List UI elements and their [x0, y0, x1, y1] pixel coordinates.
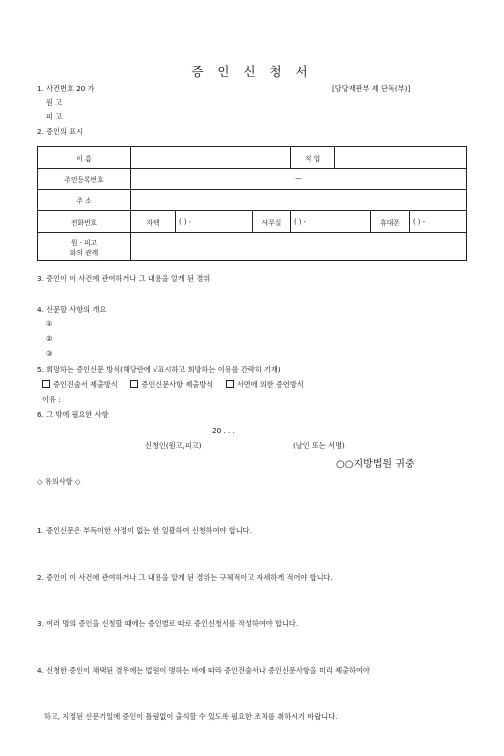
id-field[interactable]: — — [131, 169, 467, 190]
option-statement-checkbox[interactable] — [42, 380, 50, 388]
method-options — [42, 380, 304, 390]
name-label: 이 름 — [38, 147, 131, 169]
plaintiff-label: 원 고 — [46, 98, 63, 107]
id-row — [38, 169, 467, 190]
involvement-section-label: 3. 증인이 이 사건에 관여하거나 그 내용을 알게 된 경위 — [37, 274, 211, 283]
notes-list — [37, 492, 370, 756]
option-written-checkbox[interactable] — [226, 380, 234, 388]
summary-item-2: ② — [46, 334, 53, 343]
division-label: [담당재판부 제 단독(부)] — [332, 84, 411, 93]
name-field[interactable] — [131, 147, 291, 169]
home-phone-field[interactable]: ( ) - — [176, 211, 253, 233]
option-statement-label: 증인진술서 제출방식 — [53, 380, 118, 389]
home-phone-label: 자택 — [131, 211, 176, 233]
name-row — [38, 147, 467, 169]
note-item-3: 3. 여러 명의 증인을 신청할 때에는 증인별로 따로 증인신청서를 작성하여야 합니다. — [37, 619, 299, 628]
summary-section-label: 4. 신문할 사항의 개요 — [37, 305, 107, 314]
address-row — [38, 190, 467, 211]
summary-item-3: ③ — [46, 349, 53, 358]
relation-label-line-1: 원 · 피고 — [70, 238, 98, 247]
note-item-1: 1. 증인신문은 부득이한 사정이 없는 한 일괄하여 신청하여야 합니다. — [37, 526, 252, 535]
phone-label: 전화번호 — [38, 211, 131, 233]
witness-section-label: 2. 증인의 표시 — [37, 127, 84, 136]
office-phone-label: 사무실 — [253, 211, 291, 233]
other-section-label: 6. 그 밖에 필요한 사항 — [37, 410, 109, 419]
office-phone-field[interactable]: ( ) - — [291, 211, 371, 233]
applicant-label: 신청인(원고,피고) — [145, 441, 202, 450]
defendant-label: 피 고 — [46, 112, 63, 121]
date-line: 20 . . . — [212, 426, 235, 435]
court-name: ○○지방법원 귀중 — [336, 459, 415, 470]
reason-label: 이유 : — [42, 395, 61, 404]
mobile-phone-label: 휴대폰 — [371, 211, 410, 233]
note-item-4: 4. 신청한 증인이 채택된 경우에는 법원이 명하는 바에 따라 증인진술서나 증인신문사항을 미리 제출하여야 — [37, 665, 370, 675]
address-label: 주 소 — [38, 190, 131, 211]
job-field[interactable] — [335, 147, 467, 169]
option-questions-checkbox[interactable] — [130, 380, 138, 388]
phone-row — [38, 211, 467, 233]
relation-label-line-2: 와의 관계 — [69, 248, 99, 257]
address-field[interactable] — [131, 190, 467, 211]
relation-label — [38, 233, 131, 261]
note-item-2: 2. 증인이 이 사건에 관여하거나 그 내용을 알게 된 경위는 구체적이고 자세하게 적어야 합니다. — [37, 572, 333, 582]
seal-label: (날인 또는 서명) — [293, 441, 345, 450]
notes-header: ◇ 유의사항 ◇ — [37, 477, 81, 486]
method-section-label: 5. 희망하는 증인신문 방식(해당란에 √표시하고 희망하는 이유를 간략히 기재) — [37, 365, 281, 374]
option-written-label: 서면에 의한 증언방식 — [236, 380, 304, 389]
relation-field[interactable] — [131, 233, 467, 261]
option-questions-label: 증인신문사항 제출방식 — [141, 380, 214, 389]
mobile-phone-field[interactable]: ( ) - — [410, 211, 467, 233]
witness-info-table — [37, 146, 467, 261]
relation-row — [38, 233, 467, 261]
job-label: 직 업 — [291, 147, 335, 169]
summary-item-1: ① — [46, 319, 53, 328]
id-label: 주민등록번호 — [38, 169, 131, 190]
case-number-label: 1. 사건번호 20 가 — [37, 84, 95, 93]
page-title: 증 인 신 청 서 — [191, 64, 313, 79]
note-item-4-cont: 하고, 지정된 신문기일에 증인이 틀림없이 출석할 수 있도록 필요한 조치를 취하시기 바랍니다. — [37, 712, 338, 721]
